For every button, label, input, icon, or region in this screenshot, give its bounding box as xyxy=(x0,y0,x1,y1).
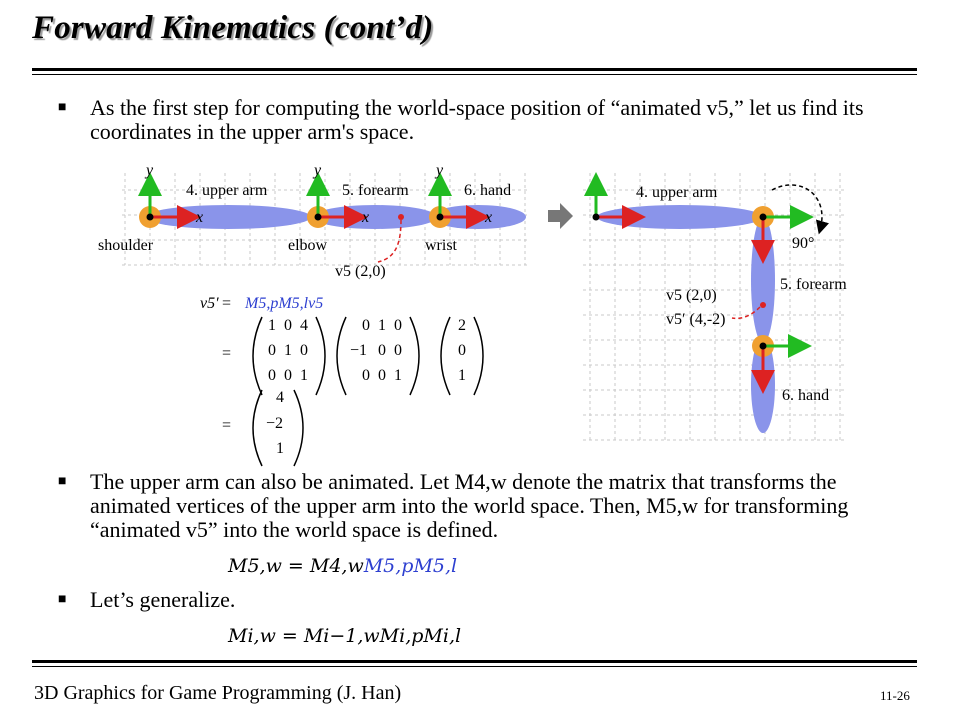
axis-x-label: x xyxy=(362,209,370,226)
equals-sign: = xyxy=(222,295,232,312)
equals-sign: = xyxy=(222,345,232,362)
svg-text:0: 0 xyxy=(268,367,276,384)
matrix-2 xyxy=(350,317,402,384)
part-label-hand-right: 6. hand xyxy=(782,387,830,404)
axis-y-label: y xyxy=(146,162,154,179)
matrix-1 xyxy=(268,317,308,384)
paren-left xyxy=(441,317,450,395)
result-vector xyxy=(266,389,284,457)
svg-text:0: 0 xyxy=(362,367,370,384)
v5-point xyxy=(398,214,404,220)
svg-text:1: 1 xyxy=(300,367,308,384)
equation-m5w-rhs-blue: M5,pM5,l xyxy=(363,555,458,577)
equation-miw: Mi,w = Mi−1,wMi,pMi,l xyxy=(228,625,462,647)
title-rule xyxy=(32,68,917,71)
svg-text:1: 1 xyxy=(284,342,292,359)
paren-right xyxy=(316,317,325,395)
bullet-marker: ■ xyxy=(58,474,67,489)
kinematics-figure xyxy=(0,150,960,470)
joint-label-wrist: wrist xyxy=(425,237,457,254)
svg-text:1: 1 xyxy=(394,367,402,384)
slide-title: Forward Kinematics (cont’d) xyxy=(32,10,434,46)
bullet-marker: ■ xyxy=(58,100,67,115)
title-rule-thin xyxy=(32,74,917,75)
axis-y-label: y xyxy=(436,162,444,179)
part-label-upper-arm: 4. upper arm xyxy=(186,182,268,199)
matrix-rhs: M5,pM5,lv5 xyxy=(245,295,324,312)
part-label-forearm-right: 5. forearm xyxy=(780,276,847,293)
svg-text:0: 0 xyxy=(268,342,276,359)
svg-text:0: 0 xyxy=(394,317,402,334)
slide-number: 11-26 xyxy=(880,688,910,703)
paren-left xyxy=(253,390,262,466)
svg-text:0: 0 xyxy=(284,317,292,334)
svg-text:2: 2 xyxy=(458,317,466,334)
svg-text:1: 1 xyxy=(268,317,276,334)
part-label-upper-arm-right: 4. upper arm xyxy=(636,184,718,201)
paren-left xyxy=(337,317,346,395)
svg-text:0: 0 xyxy=(300,342,308,359)
bullet-3-text: Let’s generalize. xyxy=(90,587,236,612)
svg-text:1: 1 xyxy=(378,317,386,334)
svg-text:0: 0 xyxy=(362,317,370,334)
svg-text:1: 1 xyxy=(276,440,284,457)
axis-y-label: y xyxy=(314,162,322,179)
equation-m5w-rhs: M4,w xyxy=(309,555,364,577)
svg-text:4: 4 xyxy=(300,317,308,334)
bullet-marker: ■ xyxy=(58,592,67,607)
joint-label-elbow: elbow xyxy=(288,237,328,254)
equals-sign: = xyxy=(222,417,232,434)
bullet-1-text: As the first step for computing the world-space position of “animated v5,” let us find its coordinates in the upper arm's space. xyxy=(90,95,864,144)
svg-text:0: 0 xyxy=(378,367,386,384)
axis-x-label: x xyxy=(196,209,204,226)
svg-text:0: 0 xyxy=(394,342,402,359)
equation-m5w xyxy=(228,555,457,577)
svg-text:−2: −2 xyxy=(266,415,284,432)
svg-text:1: 1 xyxy=(458,367,466,384)
joint-label-shoulder: shoulder xyxy=(98,237,154,254)
footer-rule-thin xyxy=(32,666,917,667)
transition-arrow xyxy=(548,203,573,229)
v5-point-right xyxy=(760,302,766,308)
v5-label-right: v5 (2,0) xyxy=(666,287,717,304)
matrix-equation xyxy=(200,295,483,466)
v5-prime-label-right: v5′ (4,-2) xyxy=(666,311,726,328)
angle-label: 90° xyxy=(792,235,815,252)
vector-v5 xyxy=(458,317,466,384)
svg-text:0: 0 xyxy=(378,342,386,359)
bullet-2-text: The upper arm can also be animated. Let M4,w denote the matrix that transforms the animated vertices of the upper arm into the world space. Then, M5,w for transforming “animated v5” into the world space is defined. xyxy=(90,469,849,542)
svg-text:0: 0 xyxy=(458,342,466,359)
axis-x-label: x xyxy=(485,209,493,226)
svg-text:0: 0 xyxy=(284,367,292,384)
matrix-lhs: v5′ xyxy=(200,295,219,312)
v5-label: v5 (2,0) xyxy=(335,263,386,280)
rotation-arc xyxy=(772,185,822,230)
footer-source: 3D Graphics for Game Programming (J. Han) xyxy=(34,682,402,704)
paren-right xyxy=(294,390,303,466)
paren-left xyxy=(253,317,262,395)
svg-text:−1: −1 xyxy=(350,342,368,359)
part-label-hand: 6. hand xyxy=(464,182,512,199)
paren-right xyxy=(410,317,419,395)
equation-m5w-lhs: M5,w = xyxy=(228,555,304,577)
part-label-forearm: 5. forearm xyxy=(342,182,409,199)
footer-rule xyxy=(32,660,917,663)
svg-text:4: 4 xyxy=(276,389,284,406)
paren-right xyxy=(474,317,483,395)
